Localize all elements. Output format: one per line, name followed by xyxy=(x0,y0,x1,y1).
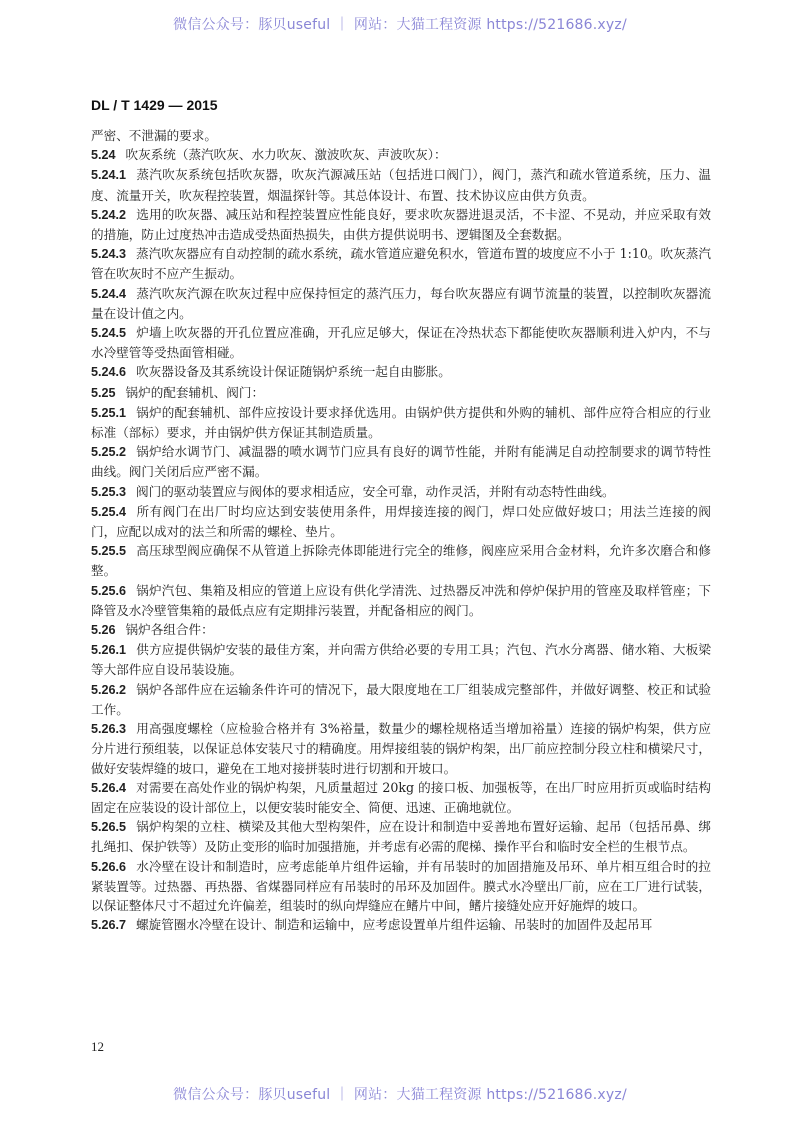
clause-number: 5.24.6 xyxy=(91,365,127,380)
clause-number: 5.26.5 xyxy=(91,820,127,835)
clause-text: 水冷壁在设计和制造时，应考虑能单片组件运输，并有吊装时的加固措施及吊环、单片相互组合时的拉紧装置等。过热器、再热器、省煤器同样应有吊装时的吊环及加固件。膜式水冷壁出厂前，应在工厂进行试装，以保证整体尺寸不超过允许偏差，组装时的纵向焊缝应在鳍片中间，鳍片接缝处应开好施焊的坡口。 xyxy=(91,858,711,913)
page-number: 12 xyxy=(91,1039,104,1054)
clause-number: 5.25.1 xyxy=(91,405,127,420)
clause-paragraph xyxy=(91,205,711,244)
clause-number: 5.25.3 xyxy=(91,484,127,499)
clause-paragraph xyxy=(91,482,711,502)
clause-paragraph xyxy=(91,680,711,719)
clause-number: 5.24.3 xyxy=(91,247,127,262)
clause-number: 5.26.1 xyxy=(91,643,127,658)
clause-text: 蒸汽吹灰器应有自动控制的疏水系统，疏水管道应避免积水，管道布置的坡度应不小于 1:10。吹灰蒸汽管在吹灰时不应产生振动。 xyxy=(91,246,711,282)
watermark-top: 微信公众号：豚贝useful ｜ 网站：大猫工程资源 https://521686.xyz/ xyxy=(173,17,627,33)
clause-list xyxy=(91,145,711,935)
clause-number: 5.24.1 xyxy=(91,168,127,183)
clause-paragraph xyxy=(91,244,711,283)
clause-text: 锅炉构架的立柱、横梁及其他大型构架件，应在设计和制造中妥善地布置好运输、起吊（包括吊鼻、绑扎绳扣、保护铁等）及防止变形的临时加强措施，并考虑有必需的爬梯、操作平台和临时安全栏的生根节点。 xyxy=(91,819,711,855)
clause-number: 5.24.2 xyxy=(91,207,127,222)
clause-number: 5.24.5 xyxy=(91,326,127,341)
clause-text: 供方应提供锅炉安装的最佳方案，并向需方供给必要的专用工具；汽包、汽水分离器、储水箱、大板梁等大部件应自设吊装设施。 xyxy=(91,642,711,678)
clause-text: 锅炉的配套辅机、部件应按设计要求择优选用。由锅炉供方提供和外购的辅机、部件应符合相应的行业标准（部标）要求，并由锅炉供方保证其制造质量。 xyxy=(91,404,711,441)
clause-number: 5.26.6 xyxy=(91,859,127,874)
clause-paragraph xyxy=(91,640,711,679)
continuation-text: 严密、不泄漏的要求。 xyxy=(91,128,217,143)
clause-number: 5.24 xyxy=(91,148,116,163)
clause-number: 5.25 xyxy=(91,385,116,400)
clause-paragraph xyxy=(91,719,711,778)
clause-number: 5.26.2 xyxy=(91,682,127,697)
clause-number: 5.25.2 xyxy=(91,445,127,460)
clause-text: 锅炉各组合件： xyxy=(125,622,214,638)
clause-number: 5.26.3 xyxy=(91,722,127,737)
clause-text: 选用的吹灰器、减压站和程控装置应性能良好，要求吹灰器进退灵活，不卡涩、不晃动，并应采取有效的措施，防止过度热冲击造成受热面热损失，由供方提供说明书、逻辑图及全套数据。 xyxy=(91,206,711,243)
clause-paragraph xyxy=(91,857,711,916)
clause-number: 5.24.4 xyxy=(91,286,127,301)
clause-number: 5.25.5 xyxy=(91,544,127,559)
standard-code: DL / T 1429 — 2015 xyxy=(91,97,218,113)
clause-paragraph xyxy=(91,284,711,323)
clause-paragraph xyxy=(91,817,711,856)
clause-paragraph xyxy=(91,362,711,382)
clause-text: 高压球型阀应确保不从管道上拆除壳体即能进行完全的维修，阀座应采用合金材料，允许多次磨合和修整。 xyxy=(91,543,711,579)
clause-text: 锅炉的配套辅机、阀门： xyxy=(125,384,265,400)
clause-paragraph xyxy=(91,778,711,817)
clause-paragraph xyxy=(91,323,711,362)
clause-text: 吹灰器设备及其系统设计保证随锅炉系统一起自由膨胀。 xyxy=(136,364,451,380)
clause-paragraph xyxy=(91,915,711,935)
clause-number: 5.25.4 xyxy=(91,504,127,519)
clause-paragraph xyxy=(91,502,711,541)
watermark-bottom: 微信公众号：豚贝useful ｜ 网站：大猫工程资源 https://521686.xyz/ xyxy=(173,1087,627,1103)
clause-number: 5.25.6 xyxy=(91,583,127,598)
clause-text: 用高强度螺栓（应检验合格并有 3%裕量，数量少的螺栓规格适当增加裕量）连接的锅炉构架，供方应分片进行预组装，以保证总体安装尺寸的精确度。用焊接组装的锅炉构架，出厂前应控制分段立柱和横梁尺寸，做好安装焊缝的坡口，避免在工地对接拼装时进行切割和开坡口。 xyxy=(91,721,711,776)
clause-paragraph xyxy=(91,581,711,620)
clause-text: 锅炉汽包、集箱及相应的管道上应设有供化学清洗、过热器反冲洗和停炉保护用的管座及取样管座；下降管及水冷壁管集箱的最低点应有定期排污装置，并配备相应的阀门。 xyxy=(91,582,711,618)
clause-number: 5.26 xyxy=(91,623,116,638)
clause-paragraph xyxy=(91,442,711,481)
clause-number: 5.26.7 xyxy=(91,918,127,933)
clause-text: 锅炉给水调节门、减温器的喷水调节门应具有良好的调节性能，并附有能满足自动控制要求的调节特性曲线。阀门关闭后应严密不漏。 xyxy=(91,444,711,480)
clause-text: 锅炉各部件应在运输条件许可的情况下，最大限度地在工厂组装成完整部件，并做好调整、校正和试验工作。 xyxy=(91,681,711,717)
clause-number: 5.26.4 xyxy=(91,780,127,795)
clause-paragraph xyxy=(91,403,711,442)
document-body xyxy=(91,126,711,935)
clause-text: 所有阀门在出厂时均应达到安装使用条件，用焊接连接的阀门，焊口处应做好坡口；用法兰连接的阀门，应配以成对的法兰和所需的螺栓、垫片。 xyxy=(91,503,711,540)
clause-paragraph xyxy=(91,620,711,640)
clause-paragraph xyxy=(91,165,711,204)
clause-text: 螺旋管圈水冷壁在设计、制造和运输中，应考虑设置单片组件运输、吊装时的加固件及起吊耳 xyxy=(136,917,653,933)
clause-paragraph xyxy=(91,541,711,580)
clause-text: 对需要在高处作业的锅炉构架，凡质量超过 20kg 的接口板、加强板等，在出厂时应用折页或临时结构固定在应装设的设计部位上，以便安装时能安全、简便、迅速、正确地就位。 xyxy=(91,779,711,815)
clause-paragraph xyxy=(91,145,711,165)
clause-text: 阀门的驱动装置应与阀体的要求相适应，安全可靠，动作灵活，并附有动态特性曲线。 xyxy=(136,483,615,499)
clause-text: 吹灰系统（蒸汽吹灰、水力吹灰、激波吹灰、声波吹灰）： xyxy=(125,147,447,163)
clause-text: 炉墙上吹灰器的开孔位置应准确，开孔应足够大，保证在冷热状态下都能使吹灰器顺利进入炉内，不与水冷壁管等受热面管相碰。 xyxy=(91,325,711,361)
clause-paragraph xyxy=(91,383,711,403)
clause-text: 蒸汽吹灰系统包括吹灰器，吹灰汽源减压站（包括进口阀门），阀门，蒸汽和疏水管道系统，压力、温度、流量开关，吹灰程控装置，烟温探针等。其总体设计、布置、技术协议应由供方负责。 xyxy=(91,167,711,203)
clause-text: 蒸汽吹灰汽源在吹灰过程中应保持恒定的蒸汽压力，每台吹灰器应有调节流量的装置，以控制吹灰器流量在设计值之内。 xyxy=(91,285,711,321)
